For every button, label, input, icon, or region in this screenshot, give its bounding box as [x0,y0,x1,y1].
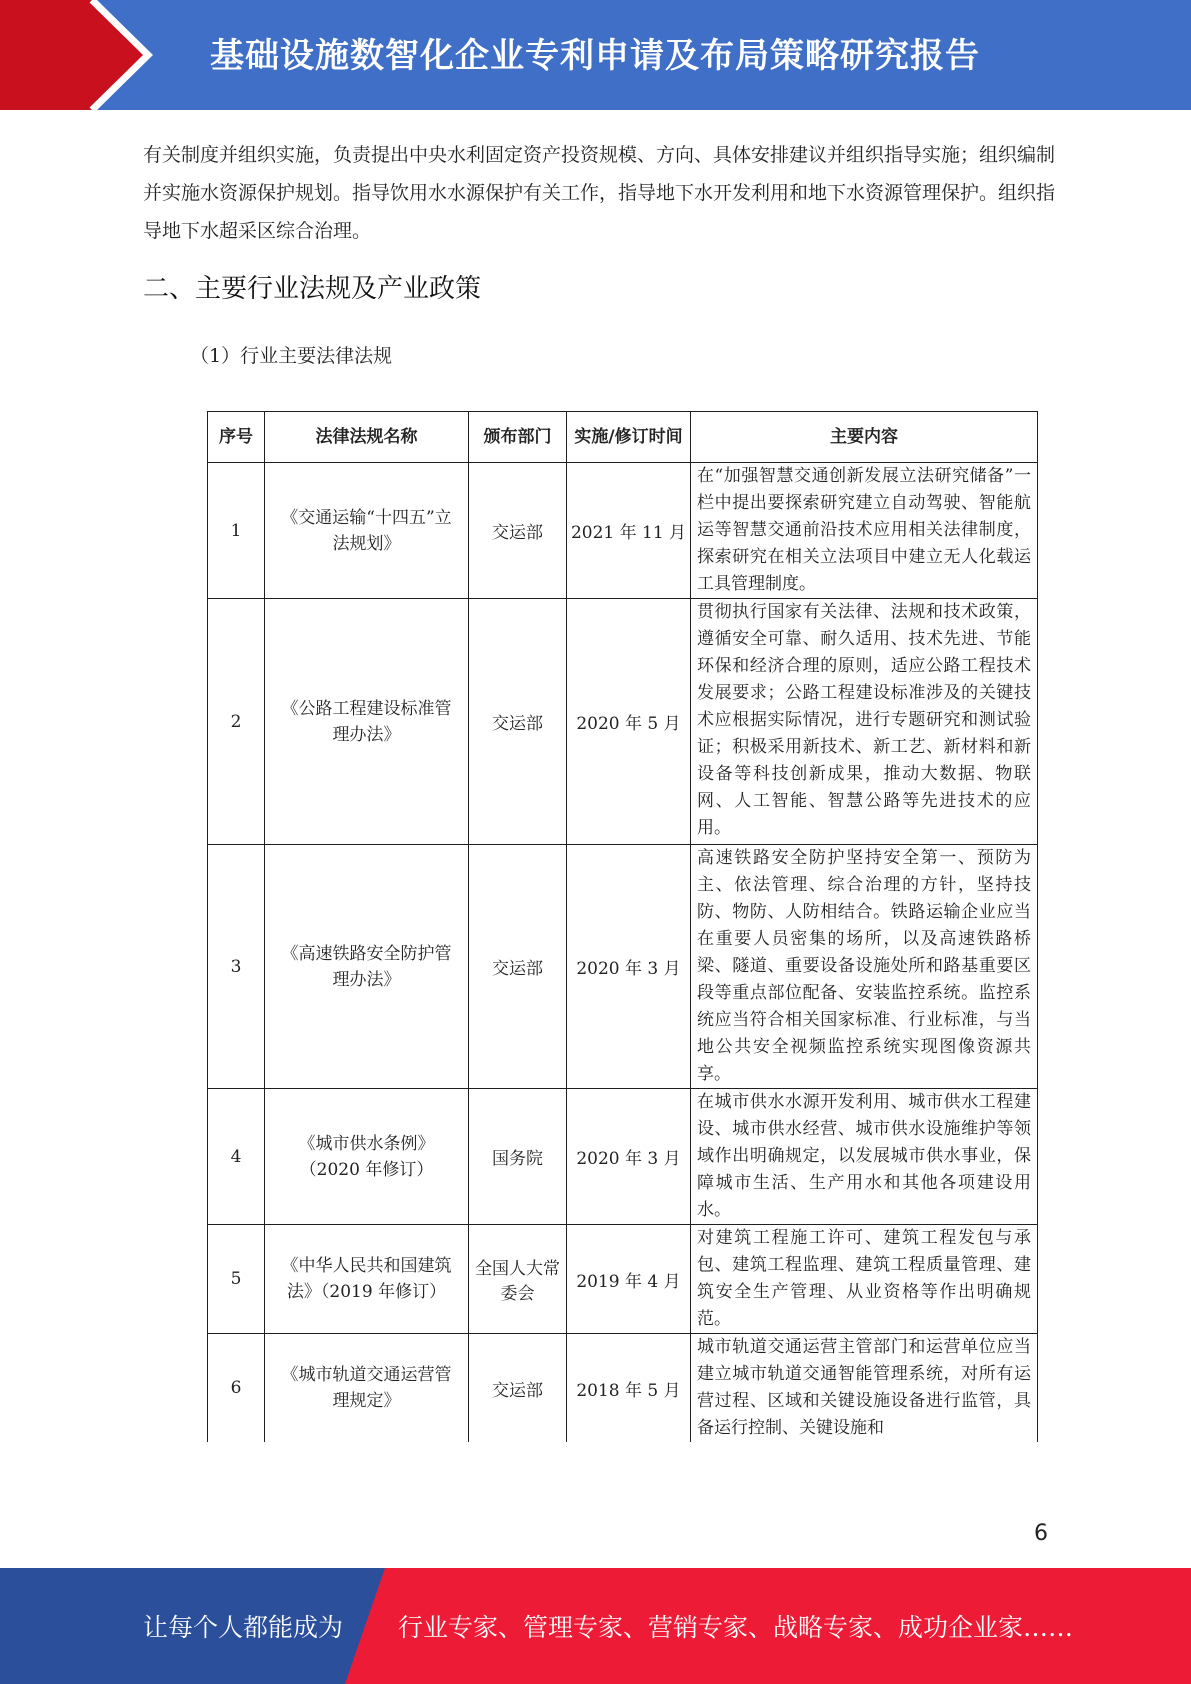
header-date [567,412,691,463]
cell-name: 《高速铁路安全防护管理办法》 [265,845,469,1089]
cell-name: 《中华人民共和国建筑法》（2019 年修订） [265,1225,469,1334]
cell-content: 城市轨道交通运营主管部门和运营单位应当建立城市轨道交通智能管理系统，对所有运营过程、区域和关键设施设备进行监管，具备运行控制、关键设施和 [691,1334,1038,1443]
cell-content: 高速铁路安全防护坚持安全第一、预防为主、依法管理、综合治理的方针，坚持技防、物防、人防相结合。铁路运输企业应当在重要人员密集的场所，以及高速铁路桥梁、隧道、重要设备设施处所和路基重要区段等重点部位配备、安装监控系统。监控系统应当符合相关国家标准、行业标准，与当地公共安全视频监控系统实现图像资源共享。 [691,845,1038,1089]
footer-slogan-left: 让每个人都能成为 [143,1613,344,1642]
header-no: 序号 [208,412,265,463]
cell-no: 4 [208,1089,265,1225]
cell-name: 《城市轨道交通运营管理规定》 [265,1334,469,1443]
cell-no: 5 [208,1225,265,1334]
cell-date: 2018 年 5 月 [567,1334,691,1443]
header-name: 法律法规名称 [265,412,469,463]
cell-dept: 交运部 [469,599,567,845]
footer-slogan-right: 行业专家、管理专家、营销专家、战略专家、成功企业家…… [398,1613,1074,1642]
page-number: 6 [1034,1521,1048,1546]
cell-content: 对建筑工程施工许可、建筑工程发包与承包、建筑工程监理、建筑工程质量管理、建筑安全生产管理、从业资格等作出明确规范。 [691,1225,1038,1334]
cell-dept: 交运部 [469,845,567,1089]
table-row [208,599,1038,845]
intro-paragraph: 有关制度并组织实施，负责提出中央水利固定资产投资规模、方向、具体安排建议并组织指导实施；组织编制并实施水资源保护规划。指导饮用水水源保护有关工作，指导地下水开发利用和地下水资源管理保护。组织指导地下水超采区综合治理。 [143,144,1056,242]
table-header-row [208,412,1038,463]
cell-date: 2020 年 3 月 [567,1089,691,1225]
footer-banner [0,1568,1191,1684]
header-dept: 颁布部门 [469,412,567,463]
cell-dept: 全国人大常委会 [469,1225,567,1334]
chevron-icon [0,0,170,110]
cell-name: 《交通运输“十四五”立法规划》 [265,463,469,599]
cell-date: 2021 年 11 月 [567,463,691,599]
cell-content: 贯彻执行国家有关法律、法规和技术政策，遵循安全可靠、耐久适用、技术先进、节能环保和经济合理的原则，适应公路工程技术发展要求；公路工程建设标准涉及的关键技术应根据实际情况，进行专题研究和测试验证；积极采用新技术、新工艺、新材料和新设备等科技创新成果，推动大数据、物联网、人工智能、智慧公路等先进技术的应用。 [691,599,1038,845]
laws-table [207,411,1038,1442]
cell-content: 在城市供水水源开发利用、城市供水工程建设、城市供水经营、城市供水设施维护等领域作出明确规定，以发展城市供水事业，保障城市生活、生产用水和其他各项建设用水。 [691,1089,1038,1225]
cell-no: 1 [208,463,265,599]
cell-name: 《城市供水条例》（2020 年修订） [265,1089,469,1225]
header-date-label: 实施/修订时间 [574,427,683,447]
cell-no: 3 [208,845,265,1089]
report-title: 基础设施数智化企业专利申请及布局策略研究报告 [210,36,980,76]
table-row [208,1225,1038,1334]
cell-date: 2019 年 4 月 [567,1225,691,1334]
cell-name: 《公路工程建设标准管理办法》 [265,599,469,845]
table-row [208,1334,1038,1443]
cell-date: 2020 年 5 月 [567,599,691,845]
cell-date: 2020 年 3 月 [567,845,691,1089]
section-heading: 二、主要行业法规及产业政策 [143,274,482,304]
table-row [208,463,1038,599]
header-content: 主要内容 [691,412,1038,463]
table-row [208,1089,1038,1225]
cell-content: 在“加强智慧交通创新发展立法研究储备”一栏中提出要探索研究建立自动驾驶、智能航运等智慧交通前沿技术应用相关法律制度，探索研究在相关立法项目中建立无人化载运工具管理制度。 [691,463,1038,599]
cell-dept: 交运部 [469,463,567,599]
sub-heading: （1）行业主要法律法规 [190,345,393,367]
cell-no: 6 [208,1334,265,1443]
cell-no: 2 [208,599,265,845]
cell-dept: 国务院 [469,1089,567,1225]
header-banner [0,0,1191,110]
cell-dept: 交运部 [469,1334,567,1443]
table-row [208,845,1038,1089]
